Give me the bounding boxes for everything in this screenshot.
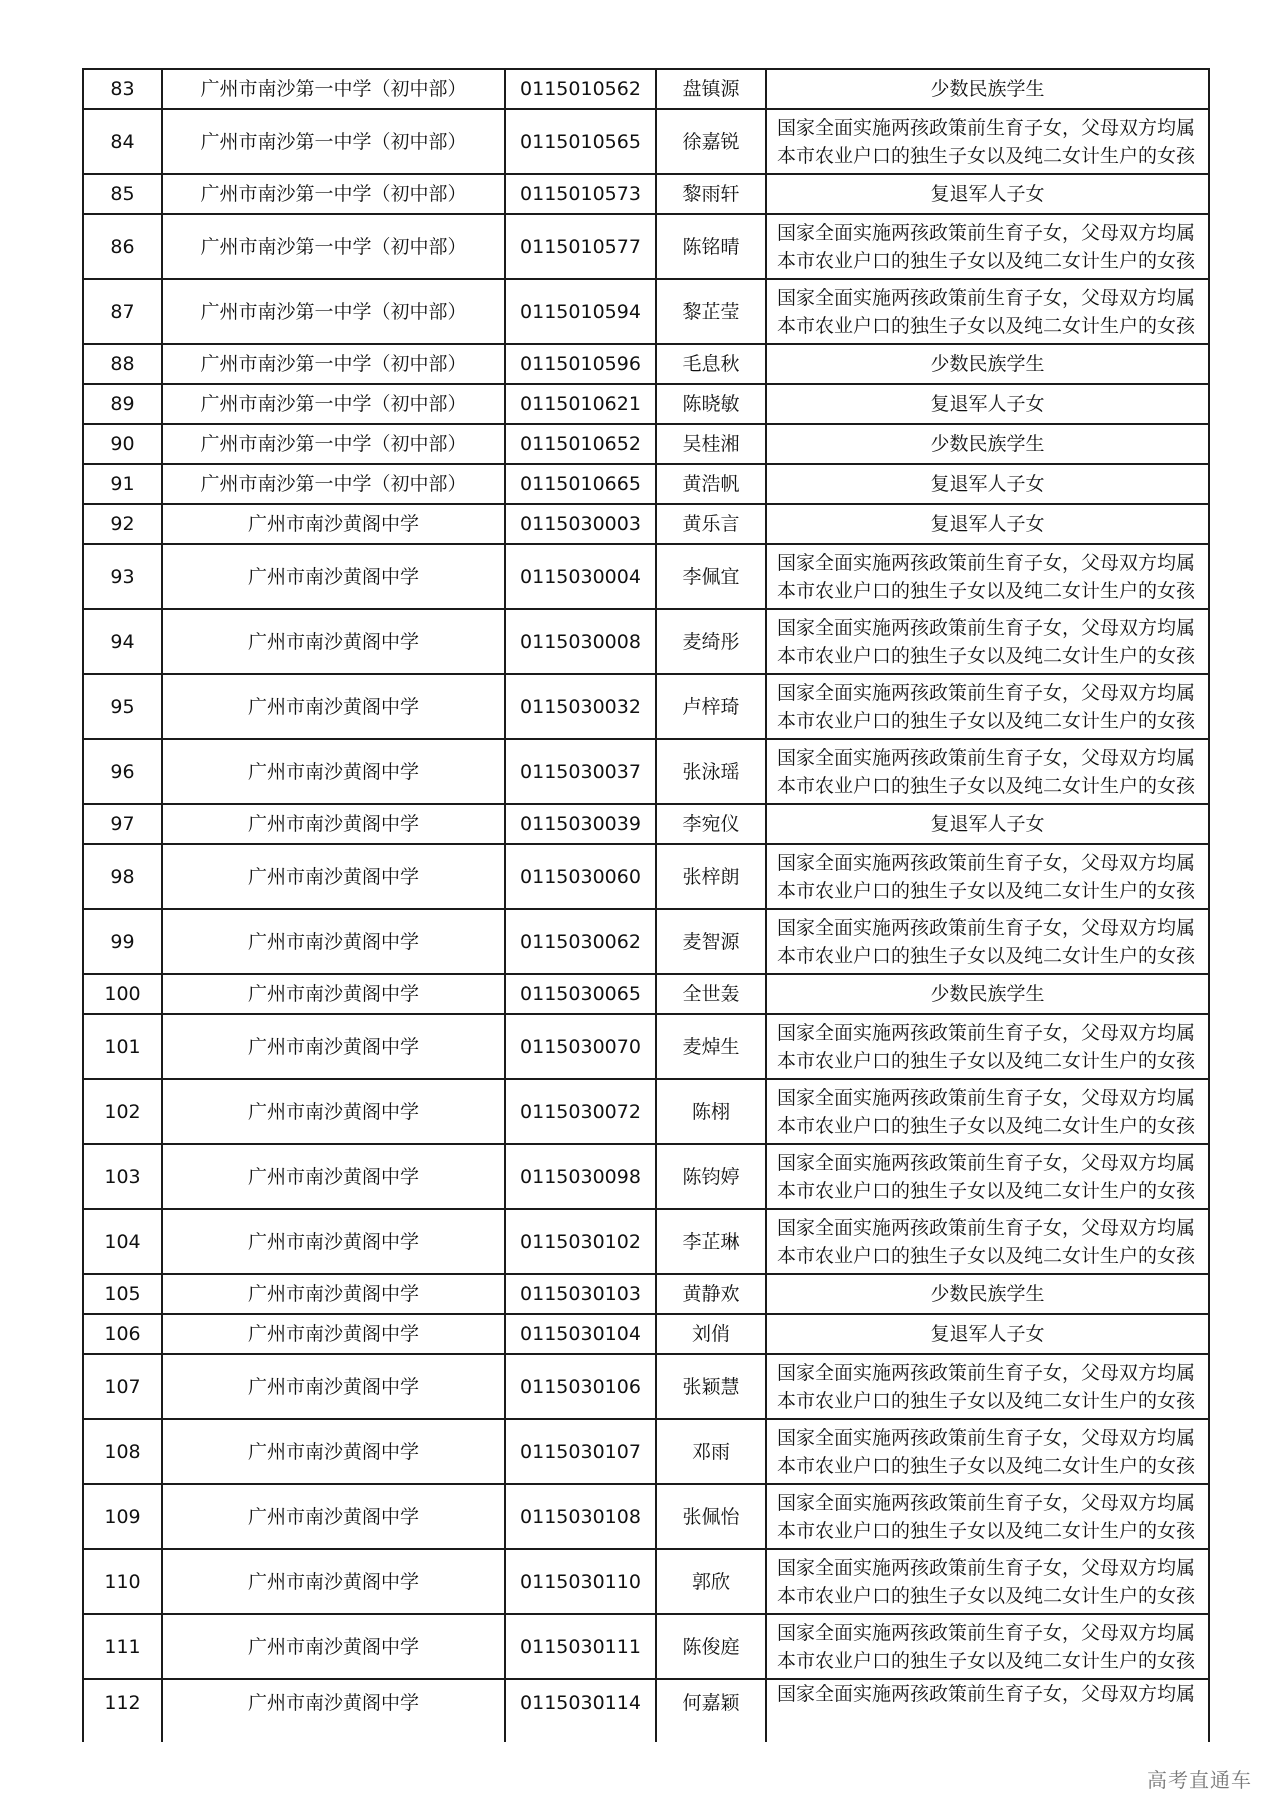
school-name-cell: 广州市南沙第一中学（初中部）	[162, 424, 505, 464]
row-number-cell: 110	[83, 1549, 162, 1614]
category-line: 本市农业户口的独生子女以及纯二女计生户的女孩	[777, 1179, 1196, 1202]
student-name-cell: 麦焯生	[656, 1014, 766, 1079]
student-id-cell: 0115030072	[505, 1079, 656, 1144]
table-row	[83, 464, 1209, 504]
student-id-cell: 0115030032	[505, 674, 656, 739]
school-name-cell: 广州市南沙黄阁中学	[162, 1274, 505, 1314]
school-name-cell: 广州市南沙黄阁中学	[162, 674, 505, 739]
category-line: 少数民族学生	[930, 78, 1045, 100]
student-name-cell: 黄静欢	[656, 1274, 766, 1314]
category-cell	[766, 174, 1209, 214]
student-name-cell: 陈晓敏	[656, 384, 766, 424]
category-cell	[766, 1209, 1209, 1274]
school-name-cell: 广州市南沙黄阁中学	[162, 1209, 505, 1274]
table-row	[83, 909, 1209, 974]
category-line: 本市农业户口的独生子女以及纯二女计生户的女孩	[777, 1454, 1196, 1477]
category-line: 国家全面实施两孩政策前生育子女，父母双方均属	[777, 1491, 1196, 1514]
school-name-cell: 广州市南沙黄阁中学	[162, 804, 505, 844]
school-name-cell: 广州市南沙第一中学（初中部）	[162, 344, 505, 384]
student-id-cell: 0115010562	[505, 69, 656, 109]
category-line: 国家全面实施两孩政策前生育子女，父母双方均属	[777, 1621, 1196, 1644]
category-line: 本市农业户口的独生子女以及纯二女计生户的女孩	[777, 249, 1196, 272]
category-cell	[766, 844, 1209, 909]
student-name-cell: 李宛仪	[656, 804, 766, 844]
category-line: 国家全面实施两孩政策前生育子女，父母双方均属	[777, 681, 1196, 704]
category-cell	[766, 504, 1209, 544]
category-line: 国家全面实施两孩政策前生育子女，父母双方均属	[777, 1426, 1196, 1449]
category-cell	[766, 1549, 1209, 1614]
student-id-cell: 0115030098	[505, 1144, 656, 1209]
school-name-cell: 广州市南沙第一中学（初中部）	[162, 384, 505, 424]
school-name-cell: 广州市南沙黄阁中学	[162, 504, 505, 544]
student-id-cell: 0115030060	[505, 844, 656, 909]
row-number-cell: 94	[83, 609, 162, 674]
school-name-cell: 广州市南沙黄阁中学	[162, 1419, 505, 1484]
table-row	[83, 69, 1209, 109]
category-line: 本市农业户口的独生子女以及纯二女计生户的女孩	[777, 314, 1196, 337]
table-row	[83, 1354, 1209, 1419]
category-line: 国家全面实施两孩政策前生育子女，父母双方均属	[777, 1361, 1196, 1384]
category-line: 复退军人子女	[930, 1323, 1045, 1345]
student-name-cell: 黄乐言	[656, 504, 766, 544]
school-name-cell: 广州市南沙黄阁中学	[162, 909, 505, 974]
category-cell	[766, 1014, 1209, 1079]
student-name-cell: 麦智源	[656, 909, 766, 974]
category-line: 本市农业户口的独生子女以及纯二女计生户的女孩	[777, 1389, 1196, 1412]
row-number-cell: 106	[83, 1314, 162, 1354]
table-row	[83, 844, 1209, 909]
category-line: 本市农业户口的独生子女以及纯二女计生户的女孩	[777, 709, 1196, 732]
student-id-cell: 0115030104	[505, 1314, 656, 1354]
category-line: 本市农业户口的独生子女以及纯二女计生户的女孩	[777, 944, 1196, 967]
category-line: 国家全面实施两孩政策前生育子女，父母双方均属	[777, 1216, 1196, 1239]
category-cell	[766, 1614, 1209, 1679]
category-line: 本市农业户口的独生子女以及纯二女计生户的女孩	[777, 1244, 1196, 1267]
student-name-cell: 陈铭晴	[656, 214, 766, 279]
category-line: 国家全面实施两孩政策前生育子女，父母双方均属	[777, 1683, 1196, 1705]
school-name-cell: 广州市南沙黄阁中学	[162, 609, 505, 674]
school-name-cell: 广州市南沙黄阁中学	[162, 974, 505, 1014]
student-id-cell: 0115030008	[505, 609, 656, 674]
student-id-cell: 0115030110	[505, 1549, 656, 1614]
category-line: 国家全面实施两孩政策前生育子女，父母双方均属	[777, 851, 1196, 874]
category-cell	[766, 109, 1209, 174]
category-line: 本市农业户口的独生子女以及纯二女计生户的女孩	[777, 1519, 1196, 1542]
student-id-cell: 0115010596	[505, 344, 656, 384]
category-cell	[766, 384, 1209, 424]
category-cell	[766, 69, 1209, 109]
category-line: 复退军人子女	[930, 393, 1045, 415]
row-number-cell: 91	[83, 464, 162, 504]
watermark-text: 高考直通车	[1147, 1768, 1252, 1792]
student-name-cell: 徐嘉锐	[656, 109, 766, 174]
table-row	[83, 504, 1209, 544]
student-id-cell: 0115010665	[505, 464, 656, 504]
table-row	[83, 544, 1209, 609]
student-name-cell: 吴桂湘	[656, 424, 766, 464]
student-name-cell: 麦绮彤	[656, 609, 766, 674]
category-line: 本市农业户口的独生子女以及纯二女计生户的女孩	[777, 879, 1196, 902]
category-line: 国家全面实施两孩政策前生育子女，父母双方均属	[777, 746, 1196, 769]
row-number-cell: 97	[83, 804, 162, 844]
student-id-cell: 0115030108	[505, 1484, 656, 1549]
category-cell	[766, 1144, 1209, 1209]
student-name-cell: 全世轰	[656, 974, 766, 1014]
student-id-cell: 0115010652	[505, 424, 656, 464]
category-line: 少数民族学生	[930, 1283, 1045, 1305]
category-line: 本市农业户口的独生子女以及纯二女计生户的女孩	[777, 1649, 1196, 1672]
category-line: 国家全面实施两孩政策前生育子女，父母双方均属	[777, 1021, 1196, 1044]
row-number-cell: 96	[83, 739, 162, 804]
row-number-cell: 92	[83, 504, 162, 544]
student-name-cell: 张佩怡	[656, 1484, 766, 1549]
student-id-cell: 0115010594	[505, 279, 656, 344]
category-line: 本市农业户口的独生子女以及纯二女计生户的女孩	[777, 774, 1196, 797]
category-cell	[766, 214, 1209, 279]
table-row	[83, 1209, 1209, 1274]
table-row	[83, 1014, 1209, 1079]
student-id-cell: 0115030114	[505, 1679, 656, 1742]
category-cell	[766, 674, 1209, 739]
category-cell	[766, 804, 1209, 844]
row-number-cell: 84	[83, 109, 162, 174]
row-number-cell: 112	[83, 1679, 162, 1742]
student-name-cell: 何嘉颖	[656, 1679, 766, 1742]
category-line: 少数民族学生	[930, 353, 1045, 375]
table-row	[83, 424, 1209, 464]
table-row	[83, 1419, 1209, 1484]
table-row	[83, 1314, 1209, 1354]
student-id-cell: 0115010621	[505, 384, 656, 424]
school-name-cell: 广州市南沙第一中学（初中部）	[162, 279, 505, 344]
category-cell	[766, 544, 1209, 609]
table-row	[83, 279, 1209, 344]
table-row	[83, 609, 1209, 674]
school-name-cell: 广州市南沙第一中学（初中部）	[162, 69, 505, 109]
category-cell	[766, 909, 1209, 974]
student-id-cell: 0115030107	[505, 1419, 656, 1484]
category-line: 国家全面实施两孩政策前生育子女，父母双方均属	[777, 286, 1196, 309]
table-row	[83, 344, 1209, 384]
row-number-cell: 88	[83, 344, 162, 384]
student-id-cell: 0115030065	[505, 974, 656, 1014]
category-cell	[766, 1484, 1209, 1549]
student-name-cell: 陈栩	[656, 1079, 766, 1144]
student-name-cell: 陈俊庭	[656, 1614, 766, 1679]
table-row	[83, 1484, 1209, 1549]
school-name-cell: 广州市南沙黄阁中学	[162, 844, 505, 909]
table-row	[83, 1144, 1209, 1209]
table-row	[83, 974, 1209, 1014]
student-id-cell: 0115030111	[505, 1614, 656, 1679]
category-line: 复退军人子女	[930, 473, 1045, 495]
school-name-cell: 广州市南沙黄阁中学	[162, 1014, 505, 1079]
category-line: 少数民族学生	[930, 433, 1045, 455]
school-name-cell: 广州市南沙第一中学（初中部）	[162, 464, 505, 504]
category-cell	[766, 424, 1209, 464]
category-cell	[766, 1679, 1209, 1742]
category-cell	[766, 1314, 1209, 1354]
school-name-cell: 广州市南沙第一中学（初中部）	[162, 109, 505, 174]
school-name-cell: 广州市南沙黄阁中学	[162, 1484, 505, 1549]
student-name-cell: 黎芷莹	[656, 279, 766, 344]
row-number-cell: 89	[83, 384, 162, 424]
table-row	[83, 1274, 1209, 1314]
student-name-cell: 刘俏	[656, 1314, 766, 1354]
table-row	[83, 384, 1209, 424]
row-number-cell: 109	[83, 1484, 162, 1549]
student-name-cell: 黎雨轩	[656, 174, 766, 214]
student-id-cell: 0115030062	[505, 909, 656, 974]
row-number-cell: 85	[83, 174, 162, 214]
row-number-cell: 87	[83, 279, 162, 344]
category-cell	[766, 974, 1209, 1014]
category-cell	[766, 279, 1209, 344]
school-name-cell: 广州市南沙黄阁中学	[162, 1354, 505, 1419]
category-line: 复退军人子女	[930, 183, 1045, 205]
row-number-cell: 90	[83, 424, 162, 464]
category-line: 本市农业户口的独生子女以及纯二女计生户的女孩	[777, 579, 1196, 602]
row-number-cell: 86	[83, 214, 162, 279]
category-line: 国家全面实施两孩政策前生育子女，父母双方均属	[777, 1556, 1196, 1579]
row-number-cell: 104	[83, 1209, 162, 1274]
row-number-cell: 105	[83, 1274, 162, 1314]
category-line: 国家全面实施两孩政策前生育子女，父母双方均属	[777, 1151, 1196, 1174]
category-line: 本市农业户口的独生子女以及纯二女计生户的女孩	[777, 1584, 1196, 1607]
student-id-cell: 0115030037	[505, 739, 656, 804]
student-name-cell: 陈钧婷	[656, 1144, 766, 1209]
student-name-cell: 张泳瑶	[656, 739, 766, 804]
table-row	[83, 739, 1209, 804]
student-name-cell: 邓雨	[656, 1419, 766, 1484]
student-name-cell: 盘镇源	[656, 69, 766, 109]
category-line: 国家全面实施两孩政策前生育子女，父母双方均属	[777, 1086, 1196, 1109]
school-name-cell: 广州市南沙黄阁中学	[162, 739, 505, 804]
row-number-cell: 108	[83, 1419, 162, 1484]
student-name-cell: 张梓朗	[656, 844, 766, 909]
school-name-cell: 广州市南沙黄阁中学	[162, 1614, 505, 1679]
row-number-cell: 83	[83, 69, 162, 109]
student-name-cell: 张颖慧	[656, 1354, 766, 1419]
student-name-cell: 毛息秋	[656, 344, 766, 384]
school-name-cell: 广州市南沙黄阁中学	[162, 1079, 505, 1144]
school-name-cell: 广州市南沙第一中学（初中部）	[162, 174, 505, 214]
table-row	[83, 1614, 1209, 1679]
row-number-cell: 100	[83, 974, 162, 1014]
school-name-cell: 广州市南沙黄阁中学	[162, 1144, 505, 1209]
category-line: 复退军人子女	[930, 813, 1045, 835]
school-name-cell: 广州市南沙第一中学（初中部）	[162, 214, 505, 279]
school-name-cell: 广州市南沙黄阁中学	[162, 544, 505, 609]
category-line: 国家全面实施两孩政策前生育子女，父母双方均属	[777, 116, 1196, 139]
category-cell	[766, 609, 1209, 674]
row-number-cell: 103	[83, 1144, 162, 1209]
table-row	[83, 1549, 1209, 1614]
category-cell	[766, 344, 1209, 384]
student-id-cell: 0115030039	[505, 804, 656, 844]
table-row	[83, 174, 1209, 214]
student-id-cell: 0115010573	[505, 174, 656, 214]
row-number-cell: 98	[83, 844, 162, 909]
category-cell	[766, 1419, 1209, 1484]
row-number-cell: 93	[83, 544, 162, 609]
student-name-cell: 黄浩帆	[656, 464, 766, 504]
category-line: 本市农业户口的独生子女以及纯二女计生户的女孩	[777, 1114, 1196, 1137]
category-cell	[766, 464, 1209, 504]
student-id-cell: 0115010565	[505, 109, 656, 174]
student-name-cell: 郭欣	[656, 1549, 766, 1614]
school-name-cell: 广州市南沙黄阁中学	[162, 1679, 505, 1742]
student-id-cell: 0115010577	[505, 214, 656, 279]
category-line: 国家全面实施两孩政策前生育子女，父母双方均属	[777, 616, 1196, 639]
row-number-cell: 111	[83, 1614, 162, 1679]
student-id-cell: 0115030003	[505, 504, 656, 544]
category-line: 国家全面实施两孩政策前生育子女，父母双方均属	[777, 221, 1196, 244]
student-name-cell: 卢梓琦	[656, 674, 766, 739]
table-row	[83, 1079, 1209, 1144]
category-cell	[766, 1274, 1209, 1314]
table-row	[83, 214, 1209, 279]
row-number-cell: 102	[83, 1079, 162, 1144]
row-number-cell: 101	[83, 1014, 162, 1079]
category-line: 本市农业户口的独生子女以及纯二女计生户的女孩	[777, 1049, 1196, 1072]
table-row	[83, 1679, 1209, 1742]
table-body	[83, 69, 1209, 1742]
row-number-cell: 99	[83, 909, 162, 974]
category-line: 复退军人子女	[930, 513, 1045, 535]
student-name-cell: 李佩宜	[656, 544, 766, 609]
student-id-cell: 0115030103	[505, 1274, 656, 1314]
category-cell	[766, 739, 1209, 804]
school-name-cell: 广州市南沙黄阁中学	[162, 1314, 505, 1354]
student-id-cell: 0115030102	[505, 1209, 656, 1274]
table-row	[83, 109, 1209, 174]
category-cell	[766, 1354, 1209, 1419]
student-name-cell: 李芷琳	[656, 1209, 766, 1274]
row-number-cell: 107	[83, 1354, 162, 1419]
student-id-cell: 0115030004	[505, 544, 656, 609]
student-id-cell: 0115030070	[505, 1014, 656, 1079]
category-line: 少数民族学生	[930, 983, 1045, 1005]
student-id-cell: 0115030106	[505, 1354, 656, 1419]
category-line: 本市农业户口的独生子女以及纯二女计生户的女孩	[777, 144, 1196, 167]
table-row	[83, 804, 1209, 844]
row-number-cell: 95	[83, 674, 162, 739]
student-list-table	[82, 68, 1210, 1742]
category-line: 国家全面实施两孩政策前生育子女，父母双方均属	[777, 916, 1196, 939]
school-name-cell: 广州市南沙黄阁中学	[162, 1549, 505, 1614]
category-cell	[766, 1079, 1209, 1144]
category-line: 本市农业户口的独生子女以及纯二女计生户的女孩	[777, 644, 1196, 667]
table-row	[83, 674, 1209, 739]
category-line: 国家全面实施两孩政策前生育子女，父母双方均属	[777, 551, 1196, 574]
